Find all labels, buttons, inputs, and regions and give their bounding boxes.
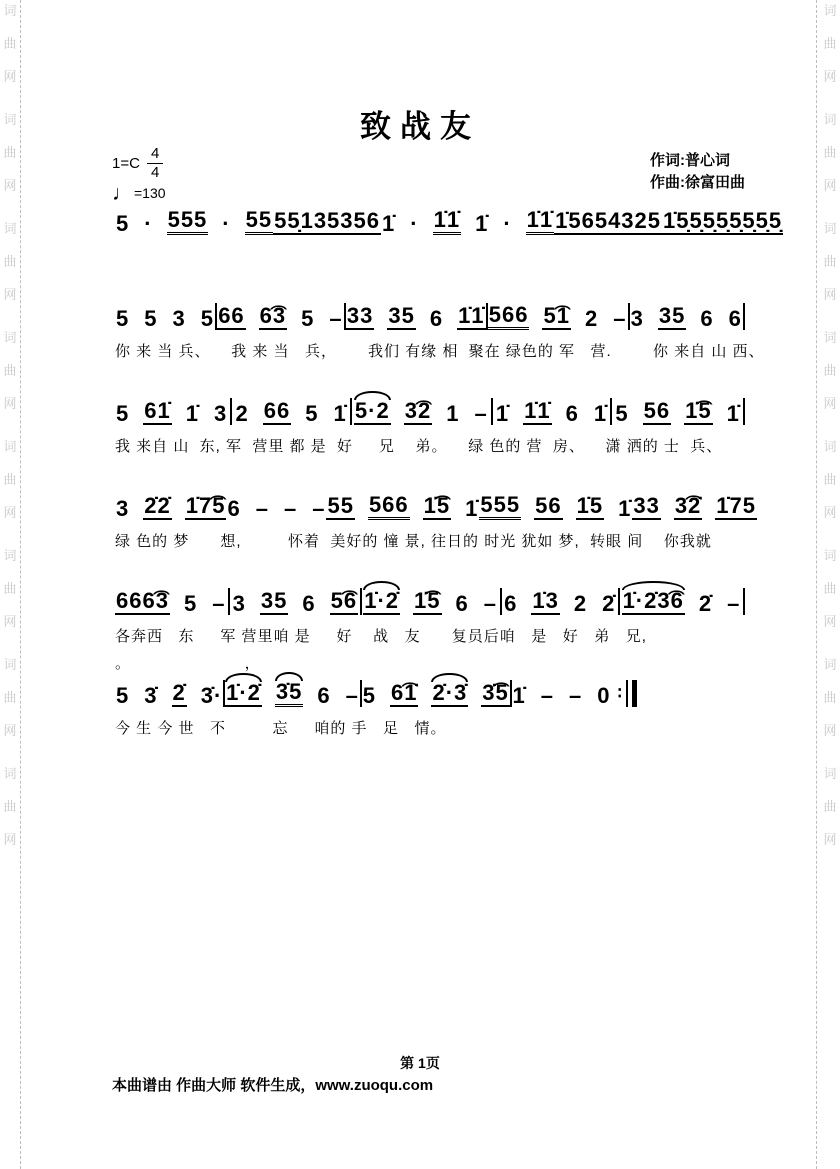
barline <box>350 398 352 425</box>
lyricist-credit: 作词:普心词 <box>650 152 730 169</box>
note-group: 56 <box>534 494 562 520</box>
barline <box>743 588 745 615</box>
measure <box>381 208 554 235</box>
note-group: 55 <box>326 494 354 520</box>
watermark-char: 网 <box>3 396 17 411</box>
measure <box>232 589 358 615</box>
note-group: 1̇75 <box>715 494 757 520</box>
note-group: 6 <box>504 590 518 616</box>
barline <box>491 398 493 425</box>
watermark-text <box>821 767 839 846</box>
note-group: 1̇1̇ <box>433 208 461 235</box>
note-group: 2̇2̇ <box>143 494 171 520</box>
watermark-char: 曲 <box>823 472 837 487</box>
watermark-text <box>821 331 839 410</box>
note-group: 6 <box>565 400 579 426</box>
barline <box>230 398 232 425</box>
meter-numerator: 4 <box>147 146 163 164</box>
note-group: 1̇·2̇ <box>363 589 400 615</box>
measure <box>363 589 498 615</box>
watermark-char: 词 <box>823 3 837 18</box>
note-group: 1̇7͡5 <box>185 494 227 520</box>
thick-barline <box>632 680 637 707</box>
watermark-text <box>1 549 19 628</box>
measure <box>632 494 757 520</box>
note-group: 3 <box>630 305 644 331</box>
notes-row <box>115 298 745 330</box>
notes-row <box>115 203 783 236</box>
note-group: 2 <box>573 590 588 616</box>
note-group: 35 <box>260 589 288 615</box>
note-group: – <box>483 590 498 616</box>
watermark-char: 词 <box>3 439 17 454</box>
barline <box>360 588 362 615</box>
note-group: 6 <box>302 590 316 616</box>
watermark-char: 词 <box>823 657 837 672</box>
score-system <box>115 393 745 456</box>
watermark-text <box>1 767 19 846</box>
note-group: 35 <box>658 304 686 330</box>
measure <box>495 399 608 425</box>
note-group: · <box>144 210 153 236</box>
note-group: 6 <box>700 305 714 331</box>
key-signature-block <box>112 146 166 204</box>
note-group: 1̇1̇ <box>457 304 485 330</box>
watermark-char: 词 <box>3 3 17 18</box>
watermark-char: 词 <box>823 548 837 563</box>
note-group: 5͡1 <box>542 304 570 330</box>
measure <box>354 399 489 425</box>
measure <box>630 304 743 330</box>
note-group: – <box>569 682 583 708</box>
note-group: · <box>503 210 512 236</box>
tempo-value: =130 <box>134 185 166 201</box>
measure <box>554 209 662 235</box>
score-system <box>115 488 757 551</box>
note-group: 3̇5 <box>275 680 303 707</box>
tempo <box>112 183 166 204</box>
watermark-char: 词 <box>3 112 17 127</box>
thin-barline <box>626 680 628 707</box>
footer-credit: 本曲谱由 作曲大师 软件生成，www.zuoqu.com <box>112 1077 434 1094</box>
watermark-char: 网 <box>3 832 17 847</box>
note-group: 1̇·2̇3͡6 <box>622 589 685 615</box>
note-group: – <box>474 400 488 426</box>
watermark-char: 曲 <box>3 472 17 487</box>
meter-denominator: 4 <box>150 163 160 181</box>
note-group: · <box>410 210 419 236</box>
note-group: – <box>329 305 343 331</box>
note-group: 1̇ <box>495 400 510 426</box>
score-system <box>115 203 783 236</box>
note-group: 3̇͡5 <box>481 681 509 707</box>
lyrics-row: 今 生 今 世 不 忘 咱的 手 足 情。 <box>115 720 447 737</box>
measure <box>234 399 347 425</box>
watermark-char: 曲 <box>3 363 17 378</box>
measure <box>115 307 215 330</box>
note-group: 1̇ <box>726 400 740 426</box>
note-group: 33 <box>632 494 660 520</box>
page-number: 第 1页 <box>400 1055 440 1071</box>
measure <box>225 680 360 707</box>
note-group: 1̇·2̇ <box>225 681 262 707</box>
notes-row <box>115 675 637 707</box>
watermark-char: 曲 <box>823 36 837 51</box>
watermark-char: 曲 <box>823 581 837 596</box>
note-group: 1̇5654325 <box>554 209 662 235</box>
watermark-char: 曲 <box>3 145 17 160</box>
note-group: 35 <box>387 304 415 330</box>
lyrics-row: 绿 色的 梦 想, 怀着 美好的 憧 景, 往日的 时光 犹如 梦, 转眼 间 你我就 <box>115 533 712 550</box>
notes-row <box>115 393 745 425</box>
barline <box>228 588 230 615</box>
note-group: 5 <box>301 305 315 331</box>
watermark-char: 曲 <box>3 690 17 705</box>
note-group: 555 <box>479 493 521 520</box>
note-group: 6 <box>227 495 241 521</box>
watermark-text <box>821 4 839 83</box>
watermark-char: 网 <box>823 723 837 738</box>
note-group: 3 <box>213 400 228 426</box>
measure <box>346 304 486 330</box>
note-group: 1̇5̣5̣5̣5̣5̣5̣5̣5̣ <box>662 209 783 235</box>
right-margin-dashed-line <box>816 0 817 1169</box>
barline <box>743 303 745 330</box>
note-group: 3̇· <box>200 682 223 708</box>
note-group: 5 <box>200 305 214 331</box>
note-group: 1̇ <box>382 210 396 236</box>
note-group: 1̇ <box>465 495 479 521</box>
note-group: 1̇͡5 <box>423 494 451 520</box>
note-group: 3͡2̇ <box>674 494 702 520</box>
watermark-char: 词 <box>3 766 17 781</box>
note-group: – <box>540 682 555 708</box>
note-group: 2̇ <box>172 681 187 707</box>
watermark-char: 网 <box>823 614 837 629</box>
watermark-char: 网 <box>823 69 837 84</box>
watermark-char: 词 <box>823 112 837 127</box>
note-group: 5 <box>116 400 130 426</box>
note-group: 1̇5 <box>576 494 604 520</box>
watermark-char: 曲 <box>3 36 17 51</box>
note-group: 1̇ <box>475 210 489 236</box>
note-group: 66 <box>263 399 291 425</box>
note-group: 5 <box>615 400 629 426</box>
watermark-char: 网 <box>3 505 17 520</box>
measure <box>622 589 742 615</box>
note-group: 5͡6 <box>330 589 358 615</box>
note-group: 56 <box>643 399 671 425</box>
watermark-char: 词 <box>3 221 17 236</box>
watermark-text <box>821 440 839 519</box>
barline <box>743 398 745 425</box>
score-system <box>115 675 637 738</box>
time-signature <box>147 146 163 181</box>
note-group: 566 <box>368 493 410 520</box>
note-group: 5 <box>116 682 130 708</box>
watermark-text <box>1 440 19 519</box>
barline <box>500 588 502 615</box>
note-group: 2̇ <box>698 590 713 616</box>
note-group: 5 <box>362 682 376 708</box>
score-system <box>115 298 765 361</box>
note-group: 2̇·3̇ <box>431 681 468 707</box>
note-group: 6 <box>728 305 742 331</box>
note-group: 5 <box>116 305 130 331</box>
song-title: 致战友 <box>360 109 480 144</box>
note-group: – <box>255 495 269 521</box>
watermark-char: 词 <box>3 657 17 672</box>
note-group: 3 <box>172 305 186 331</box>
watermark-char: 网 <box>3 287 17 302</box>
watermark-text <box>821 658 839 737</box>
barline <box>610 398 612 425</box>
watermark-char: 词 <box>3 548 17 563</box>
note-group: 6͡3 <box>259 304 287 330</box>
measure <box>326 493 479 520</box>
note-group: 1̇͡5 <box>413 589 441 615</box>
note-group: 2 <box>235 400 249 426</box>
watermark-char: 曲 <box>823 145 837 160</box>
note-group: 3̇ <box>144 682 158 708</box>
note-group: 5 <box>116 210 130 236</box>
measure <box>488 303 628 330</box>
watermark-char: 网 <box>823 396 837 411</box>
note-group: – <box>345 682 359 708</box>
note-group: 66 <box>217 304 245 330</box>
key-label: 1=C <box>112 154 140 172</box>
note-group: 5·2 <box>354 399 391 425</box>
note-group: – <box>212 590 226 616</box>
watermark-char: 网 <box>3 69 17 84</box>
score-system <box>115 583 745 673</box>
note-group: 566 <box>488 303 530 330</box>
note-group: 1̇ <box>185 400 199 426</box>
measure <box>115 681 223 707</box>
watermark-char: 网 <box>3 723 17 738</box>
watermark-char: 网 <box>823 505 837 520</box>
watermark-char: 网 <box>823 832 837 847</box>
watermark-char: 网 <box>823 178 837 193</box>
note-group: 5 <box>144 305 158 331</box>
note-group: 1̇ <box>512 682 526 708</box>
note-group: 1 <box>446 400 460 426</box>
lyrics-row: 我 来自 山 东, 军 营里 都 是 好 兄 弟。 绿 色的 营 房、 潇 洒的 士 兵、 <box>115 438 723 455</box>
note-group: 2̇ <box>602 590 616 616</box>
note-group: 6 <box>317 682 331 708</box>
note-group: 1̇ <box>333 400 347 426</box>
composer-credit: 作曲:徐富田曲 <box>650 173 745 191</box>
watermark-char: 词 <box>3 330 17 345</box>
note-group: – <box>312 495 326 521</box>
watermark-char: 曲 <box>823 799 837 814</box>
credits <box>650 150 745 194</box>
watermark-char: 词 <box>823 221 837 236</box>
watermark-char: 网 <box>3 178 17 193</box>
note-group: 55 <box>245 208 273 235</box>
measure <box>115 399 228 425</box>
watermark-char: 网 <box>823 287 837 302</box>
watermark-char: 网 <box>3 614 17 629</box>
note-group: 555 <box>167 208 209 235</box>
watermark-text <box>1 222 19 301</box>
watermark-text <box>1 4 19 83</box>
left-margin-dashed-line <box>20 0 21 1169</box>
lyrics-row-continuation: 。 ， <box>115 655 261 672</box>
note-group: 1̇1̇ <box>523 399 551 425</box>
watermark-char: 词 <box>823 439 837 454</box>
note-group: 2 <box>584 305 599 331</box>
watermark-text <box>1 331 19 410</box>
measure <box>226 497 326 520</box>
note-group: 33 <box>346 304 374 330</box>
note-group: 3͡2 <box>404 399 432 425</box>
notes-row <box>115 583 745 615</box>
note-group: 6͡1̇ <box>390 681 418 707</box>
watermark-text <box>821 549 839 628</box>
measure <box>479 493 632 520</box>
repeat-dots: ∶ <box>617 684 622 703</box>
watermark-char: 曲 <box>3 254 17 269</box>
repeat-end-barline <box>618 680 637 707</box>
quarter-note-icon: ♩ <box>112 181 133 205</box>
watermark-char: 曲 <box>823 363 837 378</box>
note-group: 1̇ <box>593 400 608 426</box>
note-group: · <box>222 210 231 236</box>
note-group: 3 <box>232 590 246 616</box>
note-group: 61̇ <box>143 399 171 425</box>
watermark-char: 曲 <box>3 799 17 814</box>
measure <box>273 209 381 235</box>
note-group: 1̇ <box>618 495 632 521</box>
watermark-char: 词 <box>823 330 837 345</box>
measure <box>512 684 612 707</box>
note-group: 6 <box>429 305 444 331</box>
watermark-char: 曲 <box>3 581 17 596</box>
note-group: – <box>283 495 298 521</box>
measure <box>115 589 226 615</box>
barline <box>618 588 620 615</box>
note-group: 6 <box>455 590 469 616</box>
watermark-char: 曲 <box>823 690 837 705</box>
note-group: 1̇1̇ <box>526 208 554 235</box>
note-group: 55̣135356 <box>273 209 381 235</box>
note-group: 5 <box>305 400 319 426</box>
note-group: 1̇3 <box>531 589 559 615</box>
measure <box>662 209 783 235</box>
note-group: 0 <box>597 682 611 708</box>
note-group: 666͡3 <box>115 589 170 615</box>
lyrics-row: 你 来 当 兵、 我 来 当 兵， 我们 有缘 相 聚在 绿色的 军 营. 你 来自 山 西、 <box>115 343 765 360</box>
note-group: 5 <box>183 590 198 616</box>
measure <box>503 589 616 615</box>
measure <box>115 208 273 235</box>
note-group: 1̇͡5 <box>684 399 712 425</box>
watermark-text <box>821 222 839 301</box>
measure <box>115 494 226 520</box>
note-group: – <box>727 590 741 616</box>
measure <box>362 681 510 707</box>
watermark-char: 曲 <box>823 254 837 269</box>
note-group: – <box>613 305 627 331</box>
lyrics-row: 各奔西 东 军 营里咱 是 好 战 友 复员后咱 是 好 弟 兄, <box>115 628 647 645</box>
measure <box>217 304 343 330</box>
note-group: 3 <box>116 495 130 521</box>
notes-row <box>115 488 757 521</box>
measure <box>614 399 740 425</box>
watermark-char: 词 <box>823 766 837 781</box>
watermark-text <box>1 658 19 737</box>
